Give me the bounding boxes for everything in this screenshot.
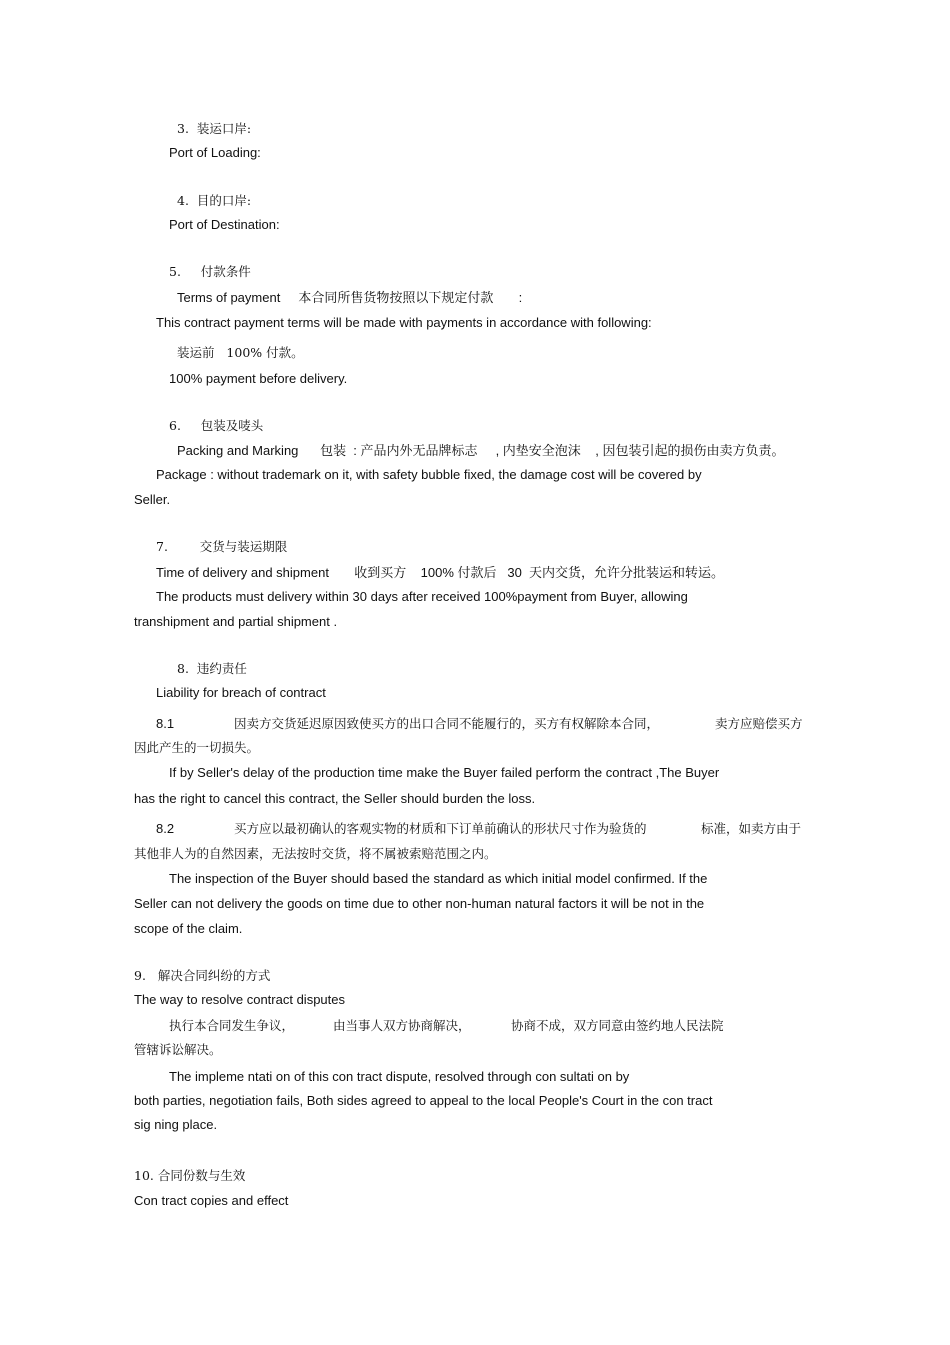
- clause-8-1-cn-part-a: 因卖方交货延迟原因致使买方的出口合同不能履行的，买方有权解除本合同，: [234, 716, 660, 731]
- clause-8-2-en-line-2: Seller can not delivery the goods on time due to other non-human natural factors it will be not in the: [134, 896, 705, 911]
- section-8-heading: 8. 违约责任: [177, 661, 247, 676]
- clause-8-2-en-line-1: The inspection of the Buyer should based the standard as which initial model confirmed. If the: [169, 871, 708, 886]
- section-3-heading: 3. 装运口岸:: [177, 121, 252, 136]
- section-7-line-1: Time of delivery and shipment 收到买方 100% 付款后 30 天内交货，允许分批装运和转运。: [156, 565, 725, 580]
- section-9-en-line-3: sig ning place.: [134, 1117, 218, 1132]
- section-5-cn-term: 装运前 100% 付款。: [177, 345, 304, 360]
- clause-8-2-cn-part-a: 买方应以最初确认的客观实物的材质和下订单前确认的形状尺寸作为验货的: [234, 821, 647, 836]
- clause-8-2-en-line-3: scope of the claim.: [134, 921, 243, 936]
- section-6-line-3: Seller.: [134, 492, 171, 507]
- section-7-line-2: The products must delivery within 30 days after received 100%payment from Buyer, allowing: [156, 589, 688, 604]
- section-4-heading: 4. 目的口岸:: [177, 193, 252, 208]
- section-8-english-heading: Liability for breach of contract: [156, 685, 326, 700]
- section-9-english-heading: The way to resolve contract disputes: [134, 992, 345, 1007]
- section-5-line-2: This contract payment terms will be made with payments in accordance with following:: [156, 315, 652, 330]
- section-6-line-2: Package : without trademark on it, with safety bubble fixed, the damage cost will be covered by: [156, 467, 702, 482]
- section-10-english-heading: Con tract copies and effect: [134, 1193, 289, 1208]
- section-9-cn-part-b: 由当事人双方协商解决，: [333, 1018, 471, 1033]
- section-6-heading: 6. 包装及唛头: [169, 418, 264, 433]
- section-9-heading: 9. 解决合同纠纷的方式: [134, 968, 271, 983]
- section-7-line-3: transhipment and partial shipment .: [134, 614, 338, 629]
- section-9-cn-part-a: 执行本合同发生争议，: [169, 1018, 295, 1033]
- clause-8-2-cn-part-c: 其他非人为的自然因素，无法按时交货，将不属被索赔范围之内。: [134, 846, 497, 861]
- section-9-cn-part-d: 管辖诉讼解决。: [134, 1042, 222, 1057]
- section-6-line-1: Packing and Marking 包装 : 产品内外无品牌标志 , 内垫安全泡沫 , 因包装引起的损伤由卖方负责。: [177, 443, 785, 458]
- clause-8-1-en-line-1: If by Seller's delay of the production time make the Buyer failed perform the contract ,The Buyer: [169, 765, 720, 780]
- section-9-en-line-2: both parties, negotiation fails, Both sides agreed to appeal to the local People's Court in the con tract: [134, 1093, 713, 1108]
- clause-8-1-cn-part-b: 卖方应赔偿买方: [715, 716, 803, 731]
- clause-8-2-number: 8.2: [156, 821, 175, 836]
- clause-8-1-en-line-2: has the right to cancel this contract, the Seller should burden the loss.: [134, 791, 536, 806]
- section-5-heading: 5. 付款条件: [169, 264, 251, 279]
- section-7-heading: 7. 交货与装运期限: [156, 539, 288, 554]
- clause-8-2-cn-part-b: 标准，如卖方由于: [701, 821, 802, 836]
- clause-8-1-cn-part-c: 因此产生的一切损失。: [134, 740, 260, 755]
- section-5-line-1: Terms of payment 本合同所售货物按照以下规定付款 :: [177, 290, 523, 305]
- section-9-en-line-1: The impleme ntati on of this con tract dispute, resolved through con sultati on by: [169, 1069, 630, 1084]
- section-9-cn-part-c: 协商不成，双方同意由签约地人民法院: [511, 1018, 724, 1033]
- section-10-heading: 10. 合同份数与生效: [134, 1168, 246, 1183]
- section-3-english: Port of Loading:: [169, 145, 261, 160]
- section-5-en-term: 100% payment before delivery.: [169, 371, 348, 386]
- section-4-english: Port of Destination:: [169, 217, 280, 232]
- clause-8-1-number: 8.1: [156, 716, 175, 731]
